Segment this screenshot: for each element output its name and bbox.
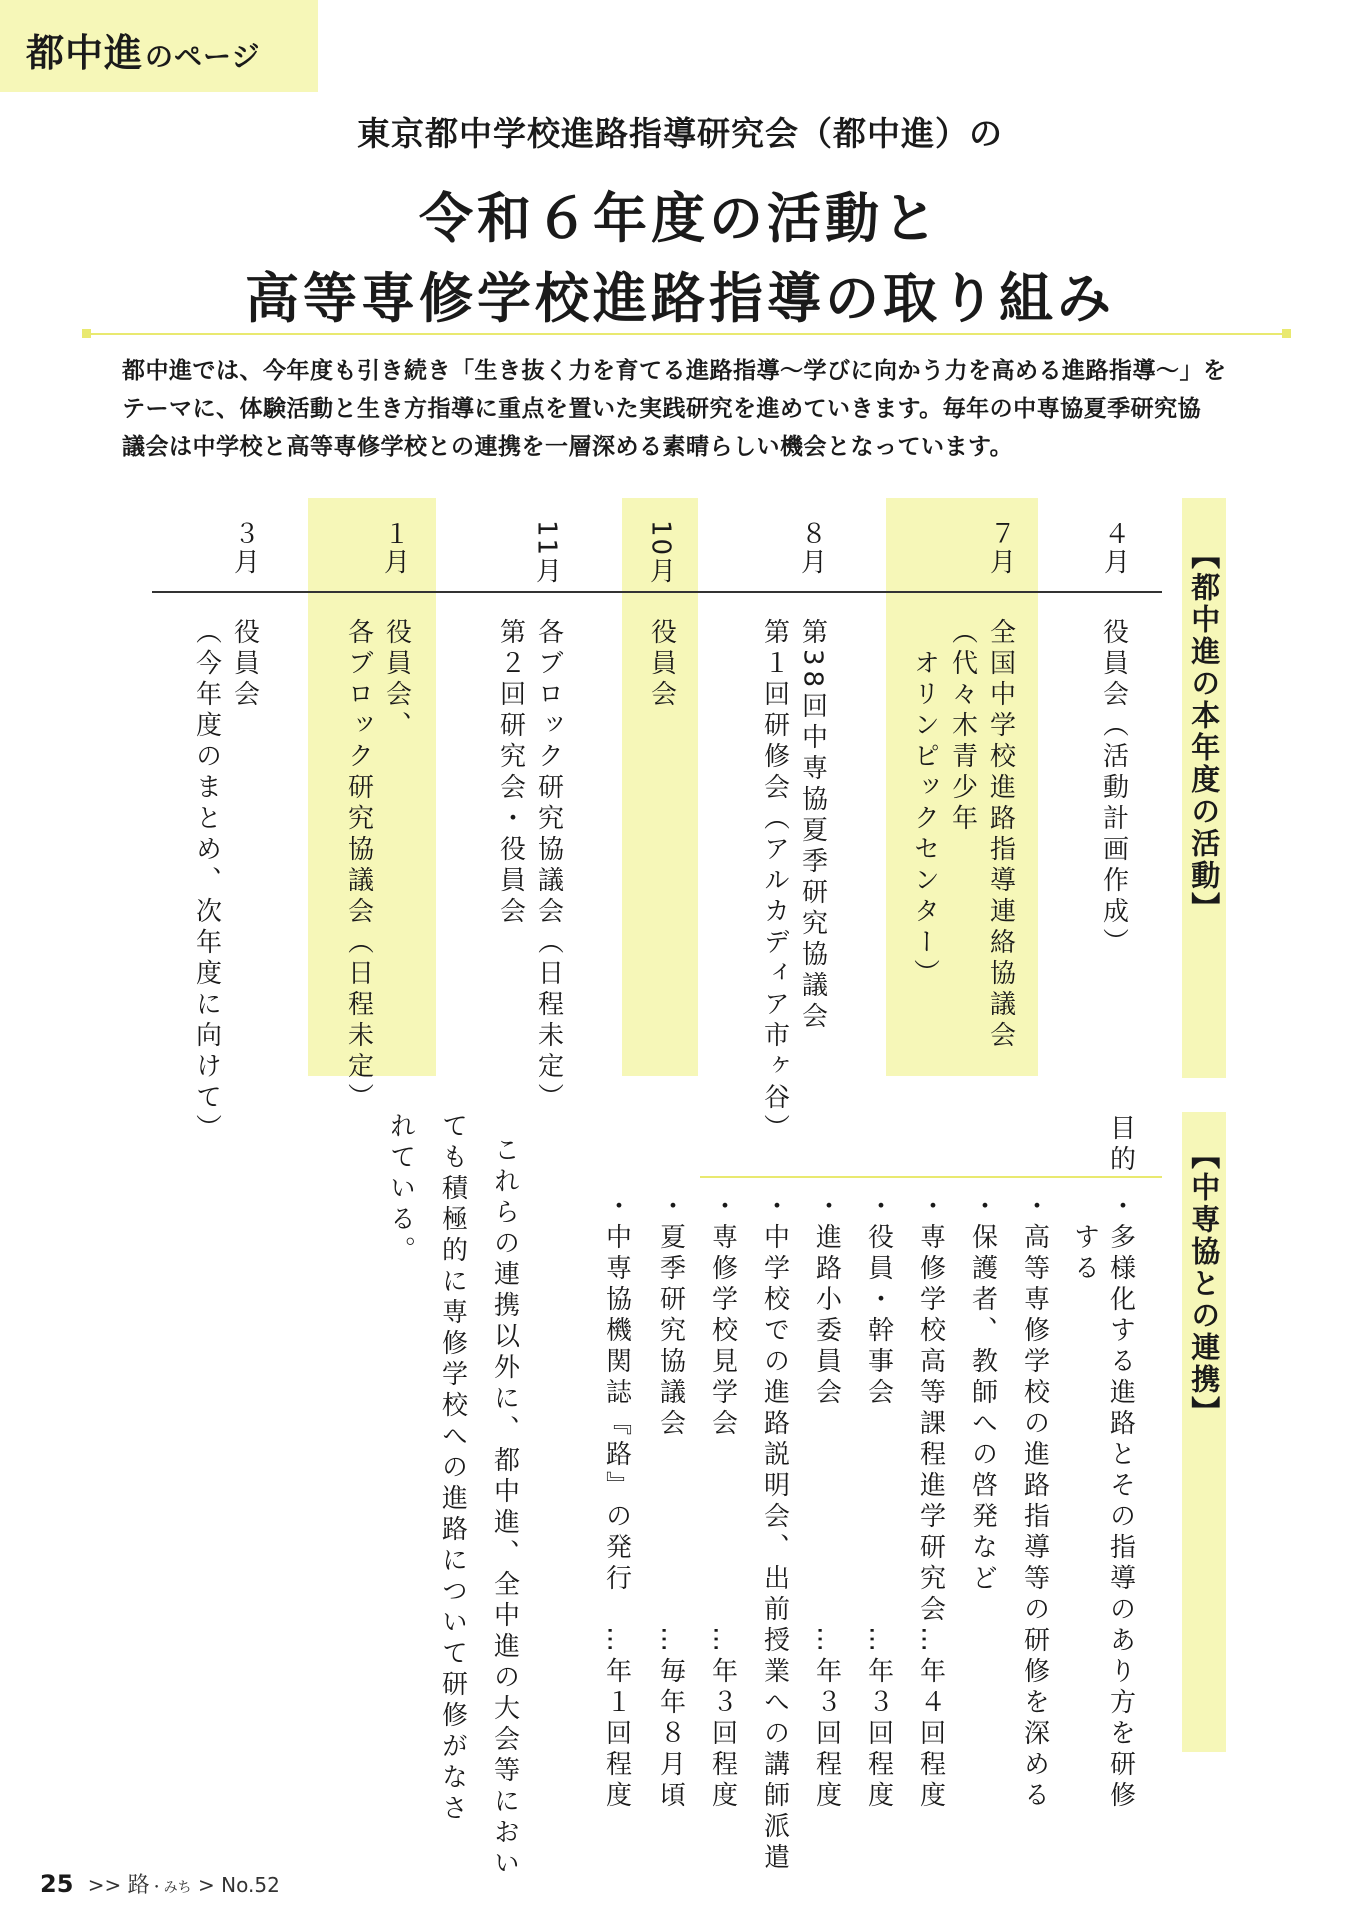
activity-item: ・中学校での進路説明会、出前授業への講師派遣 (759, 1192, 790, 1874)
purpose-item: ・多様化する進路とその指導のあり方を研修 (1105, 1192, 1136, 1812)
intro-line: 都中進では、今年度も引き続き「生き抜く力を育てる進路指導～学びに向かう力を高める進路指導～」を (122, 358, 1227, 384)
divider-dot-right (1282, 329, 1291, 338)
month-label: ３月 (229, 520, 260, 576)
title-divider (86, 333, 1290, 335)
page-footer (40, 1868, 280, 1899)
section-tag (0, 0, 318, 92)
page-subtitle: 東京都中学校進路指導研究会（都中進）の (357, 114, 1003, 153)
activity-text: （代々木青少年 (947, 618, 978, 835)
timeline-divider (152, 591, 1162, 593)
footer-separator: >> (87, 1873, 122, 1897)
page-title-line2: 高等専修学校進路指導の取り組み (245, 267, 1115, 330)
activity-text: 各ブロック研究協議会（日程未定） (533, 618, 564, 1114)
divider-dot-left (82, 329, 91, 338)
page-title-line1: 令和６年度の活動と (419, 187, 941, 250)
purpose-divider (700, 1176, 1162, 1178)
purpose-item: ・保護者、教師への啓発など (967, 1192, 998, 1595)
activity-item: ・専修学校高等課程進学研究会…年４回程度 (915, 1192, 946, 1812)
activity-text: 第１回研修会（アルカディア市ヶ谷） (759, 618, 790, 1145)
section-tag-label (26, 22, 260, 77)
publication-name: 路 (127, 1873, 150, 1898)
publication-reading: ・みち (149, 1880, 192, 1896)
activity-text: 各ブロック研究協議会（日程未定） (343, 618, 374, 1114)
month-label: ７月 (985, 520, 1016, 576)
month-label: ４月 (1099, 520, 1130, 576)
activity-text: オリンピックセンター） (909, 618, 940, 990)
activity-item: ・進路小委員会 …年３回程度 (811, 1192, 842, 1812)
month-label: １月 (379, 520, 410, 576)
activity-text: 役員会 (229, 618, 260, 711)
closing-text: これらの連携以外に、都中進、全中進の大会等におい (489, 1136, 520, 1880)
page-number: 25 (40, 1870, 74, 1898)
section-tag-sub: のページ (145, 40, 261, 73)
activity-text: 第２回研究会・役員会 (495, 618, 526, 928)
month-label: 11月 (531, 520, 562, 586)
closing-text: れている。 (385, 1112, 416, 1267)
footer-separator: > (198, 1873, 215, 1897)
purpose-item: する (1069, 1192, 1100, 1285)
intro-paragraph (122, 352, 1262, 466)
closing-text: ても積極的に専修学校への進路について研修がなさ (437, 1112, 468, 1825)
section1-heading: 【都中進の本年度の活動】 (1187, 540, 1222, 924)
purpose-label: 目的 (1105, 1114, 1136, 1176)
month-label: 10月 (645, 520, 676, 586)
activity-item: ・中専協機関誌『路』の発行 …年１回程度 (601, 1192, 632, 1812)
activity-text: 役員会、 (381, 618, 412, 742)
activity-item: ・専修学校見学会 …年３回程度 (707, 1192, 738, 1812)
activity-item: ・役員・幹事会 …年３回程度 (863, 1192, 894, 1812)
activity-text: 役員会 (646, 618, 677, 711)
section2-heading: 【中専協との連携】 (1187, 1140, 1222, 1428)
issue-number: No.52 (221, 1873, 280, 1897)
activity-text: 全国中学校進路指導連絡協議会 (985, 618, 1016, 1052)
section-tag-main: 都中進 (26, 31, 144, 75)
activity-text: 第38回中専協夏季研究協議会 (797, 618, 828, 1034)
intro-line: 議会は中学校と高等専修学校との連携を一層深める素晴らしい機会となっています。 (122, 434, 1014, 460)
month-label: ８月 (796, 520, 827, 576)
activity-item: ・夏季研究協議会 …毎年８月頃 (655, 1192, 686, 1812)
activity-text: （今年度のまとめ、次年度に向けて） (191, 618, 222, 1145)
activity-text: 役員会（活動計画作成） (1098, 618, 1129, 959)
purpose-item: ・高等専修学校の進路指導等の研修を深める (1019, 1192, 1050, 1812)
intro-line: テーマに、体験活動と生き方指導に重点を置いた実践研究を進めていきます。毎年の中専協夏季研究協 (122, 396, 1202, 422)
